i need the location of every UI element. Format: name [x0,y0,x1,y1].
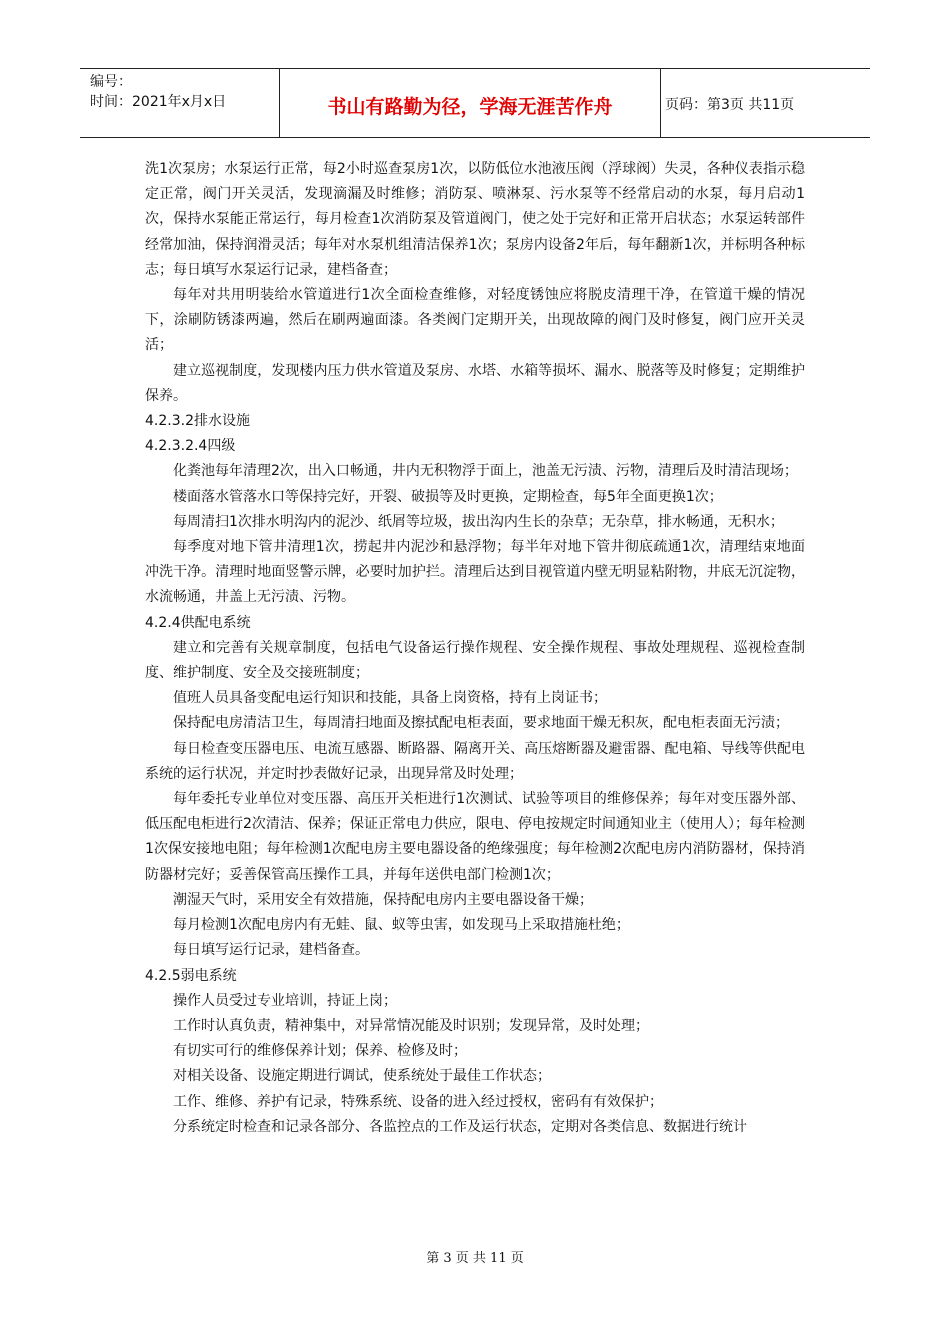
body-paragraph: 有切实可行的维修保养计划；保养、检修及时； [173,1043,467,1060]
header-page-cell [661,69,870,137]
body-paragraph: 每季度对地下管井清理1次，捞起井内泥沙和悬浮物；每半年对地下管井彻底疏通1次，清理结束地面冲洗干净。清理时地面竖警示牌，必要时加护拦。清理后达到目视管道内壁无明显粘附物，井底无沉淀物，水流畅通，井盖上无污渍、污物。 [145,539,805,606]
header-info-cell [80,69,280,137]
section-heading: 4.2.4供配电系统 [145,614,251,631]
body-paragraph: 操作人员受过专业培训，持证上岗； [173,992,397,1009]
body-paragraph: 洗1次泵房；水泵运行正常，每2小时巡查泵房1次，以防低位水池液压阀（浮球阀）失灵，各种仪表指示稳定正常，阀门开关灵活，发现滴漏及时维修；消防泵、喷淋泵、污水泵等不经常启动的水泵，每月启动1次，保持水泵能正常运行，每月检查1次消防泵及管道阀门，使之处于完好和正常开启状态；水泵运转部件经常加油，保持润滑灵活；每年对水泵机组清洁保养1次；泵房内设备2年后，每年翻新1次，并标明各种标志；每日填写水泵运行记录，建档备查； [145,161,805,278]
body-paragraph: 每月检测1次配电房内有无蛙、鼠、蚁等虫害，如发现马上采取措施杜绝； [173,917,630,934]
body-paragraph: 保持配电房清洁卫生，每周清扫地面及擦拭配电柜表面，要求地面干燥无积灰，配电柜表面无污渍； [173,715,789,732]
body-paragraph: 对相关设备、设施定期进行调试，使系统处于最佳工作状态； [173,1068,551,1085]
page-footer: 第 3 页 共 11 页 [426,1251,524,1266]
body-paragraph: 每年对共用明装给水管道进行1次全面检查维修，对轻度锈蚀应将脱皮清理干净，在管道干燥的情况下，涂刷防锈漆两遍，然后在刷两遍面漆。各类阀门定期开关，出现故障的阀门及时修复，阀门应开关灵活； [145,287,805,354]
body-paragraph: 潮湿天气时，采用安全有效措施，保持配电房内主要电器设备干燥； [173,891,593,908]
section-heading: 4.2.3.2排水设施 [145,413,250,430]
header-motto: 书山有路勤为径，学海无涯苦作舟 [327,96,613,118]
document-body [145,157,805,1140]
body-paragraph: 建立和完善有关规章制度，包括电气设备运行操作规程、安全操作规程、事故处理规程、巡视检查制度、维护制度、安全及交接班制度； [145,639,805,682]
page-header [80,68,870,138]
section-heading: 4.2.3.2.4四级 [145,438,236,455]
body-paragraph: 每年委托专业单位对变压器、高压开关柜进行1次测试、试验等项目的维修保养；每年对变压器外部、低压配电柜进行2次清洁、保养；保证正常电力供应，限电、停电按规定时间通知业主（使用人）；每年检测1次保安接地电阻；每年检测1次配电房主要电器设备的绝缘强度；每年检测2次配电房内消防器材，保持消防器材完好；妥善保管高压操作工具，并每年送供电部门检测1次； [145,791,805,883]
body-paragraph: 工作时认真负责，精神集中，对异常情况能及时识别；发现异常，及时处理； [173,1017,649,1034]
body-paragraph: 每日填写运行记录，建档备查。 [173,942,369,959]
body-paragraph: 每日检查变压器电压、电流互感器、断路器、隔离开关、高压熔断器及避雷器、配电箱、导线等供配电系统的运行状况，并定时抄表做好记录，出现异常及时处理； [145,740,805,782]
document-number-label: 编号： [90,74,132,90]
body-paragraph: 工作、维修、养护有记录，特殊系统、设备的进入经过授权，密码有有效保护； [173,1093,663,1110]
document-time-label: 时间：2021年x月x日 [90,94,227,110]
body-paragraph: 值班人员具备变配电运行知识和技能，具备上岗资格，持有上岗证书； [173,690,607,707]
body-paragraph: 建立巡视制度，发现楼内压力供水管道及泵房、水塔、水箱等损坏、漏水、脱落等及时修复；定期维护保养。 [145,362,805,404]
header-motto-cell [280,69,661,137]
body-paragraph: 楼面落水管落水口等保持完好，开裂、破损等及时更换，定期检查，每5年全面更换1次； [173,488,723,505]
section-heading: 4.2.5弱电系统 [145,967,237,984]
header-page-number: 页码：第3页 共11页 [665,97,795,113]
body-paragraph: 分系统定时检查和记录各部分、各监控点的工作及运行状态，定期对各类信息、数据进行统计 [173,1118,747,1135]
body-paragraph: 化粪池每年清理2次，出入口畅通，井内无积物浮于面上，池盖无污渍、污物，清理后及时清洁现场； [173,463,798,480]
body-paragraph: 每周清扫1次排水明沟内的泥沙、纸屑等垃圾，拔出沟内生长的杂草；无杂草，排水畅通，无积水； [173,513,784,530]
